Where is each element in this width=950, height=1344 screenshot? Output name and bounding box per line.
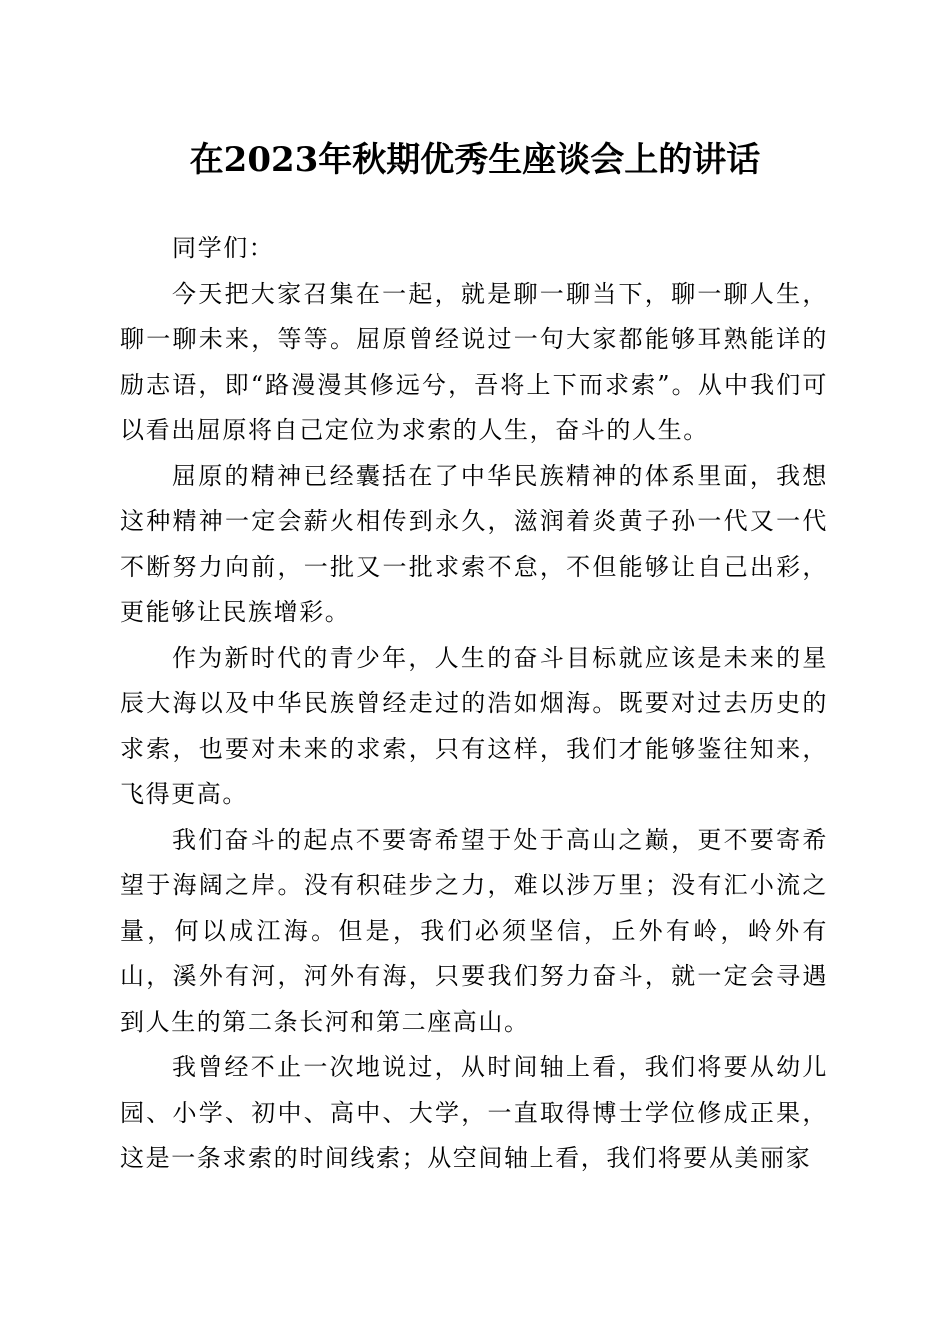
paragraph: 我曾经不止一次地说过，从时间轴上看，我们将要从幼儿园、小学、初中、高中、大学，一直取得博士学位修成正果，这是一条求索的时间线索；从空间轴上看，我们将要从美丽家 [120,1053,828,1172]
greeting: 同学们： [172,234,275,262]
paragraph: 作为新时代的青少年，人生的奋斗目标就应该是未来的星辰大海以及中华民族曾经走过的浩如烟海。既要对过去历史的求索，也要对未来的求索，只有这样，我们才能够鉴往知来，飞得更高。 [120,643,828,808]
document-title: 在2023年秋期优秀生座谈会上的讲话 [189,140,761,180]
paragraph: 我们奋斗的起点不要寄希望于处于高山之巅，更不要寄希望于海阔之岸。没有积硅步之力，难以涉万里；没有汇小流之量，何以成江海。但是，我们必须坚信，丘外有岭，岭外有山，溪外有河，河外有海，只要我们努力奋斗，就一定会寻遇到人生的第二条长河和第二座高山。 [120,825,828,1036]
paragraph: 屈原的精神已经囊括在了中华民族精神的体系里面，我想这种精神一定会薪火相传到永久，滋润着炎黄子孙一代又一代不断努力向前，一批又一批求索不怠，不但能够让自己出彩，更能够让民族增彩。 [120,461,828,626]
document-body [120,226,828,1182]
paragraph: 今天把大家召集在一起，就是聊一聊当下，聊一聊人生，聊一聊未来，等等。屈原曾经说过一句大家都能够耳熟能详的励志语，即“路漫漫其修远兮，吾将上下而求索”。从中我们可以看出屈原将自己定位为求索的人生，奋斗的人生。 [120,279,828,444]
